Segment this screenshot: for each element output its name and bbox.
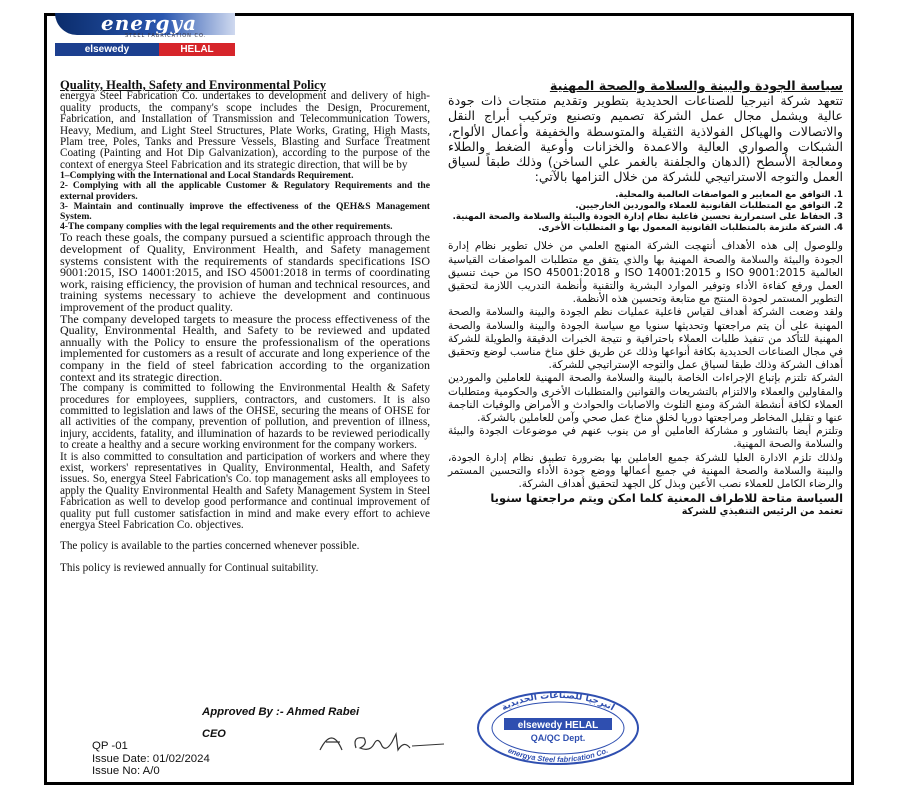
stamp-brand: elsewedy HELAL (517, 720, 599, 731)
logo-swoosh (55, 13, 235, 35)
arabic-intro: تتعهد شركة انيرجيا للصناعات الحديدية بتطوير وتقديم منتجات ذات جودة عالية ويشمل مجال عمل الشركة تصميم وتصنيع وتركيب أبراج النقل والاتصالات والهياكل الفولاذية الثقيلة والمتوسطة والخفيفة وأعمال الألواح، الشبكات والصواري العالية والاعمدة والخزانات وأوعية الضغط والطلاء ومعالجة الأسطح (الدهان والجلفنة بالغمر علي الساخن) وذلك طبقاً لسياق العمل والتوجه الاستراتيجي للشركة من خلال التزامها بالآتي: (448, 93, 843, 185)
arabic-availability: السياسة متاحة للاطراف المعنية كلما امكن ويتم مراجعتها سنويا (490, 491, 843, 506)
company-logo (55, 13, 235, 57)
arabic-commitment-2: 2. التوافق مع المتطلبات القانونية للعملاء والموردين الخارجيين. (575, 201, 843, 212)
arabic-commitment-4: 4. الشركة ملتزمة بالمتطلبات القانونية المعمول بها و المتطلبات الأخرى. (538, 223, 843, 234)
company-stamp (474, 688, 642, 766)
english-targets-paragraph: The company developed targets to measure the process effectiveness of the Quality, Environmental Health, and Safety to be reviewed and updated annually with the Policy to ensure the professionalism of the operations implemented for customers as a result of accurate and long experience of the company in the field of steel fabrication according to the organization context and its strategic direction. (60, 311, 430, 384)
english-column (60, 80, 430, 574)
issue-date: Issue Date: 01/02/2024 (92, 752, 210, 765)
stamp-dept: QA/QC Dept. (530, 733, 586, 743)
document-code: QP -01 (92, 740, 128, 752)
arabic-column (448, 80, 843, 518)
logo-subtitle: STEEL FABRICATION CO. (125, 33, 207, 39)
english-safety-paragraph: The company is committed to following the Environmental Health & Safety procedures for employees, suppliers, contractors, and customers. It is also committed to legislation and laws of the OHSE, securing the means of OHSE for all activities of the company, prevention of pollution, and prevention of illness, injury, accidents, fatality, and illumination of hazards to be reviewed periodically to create a healthy and a secure working environment for the company workers. (60, 382, 430, 452)
logo-brand-right: HELAL (159, 43, 235, 56)
arabic-title: سياسة الجودة والبينة والسلامة والصحة المهنية (549, 79, 843, 94)
logo-brand-left: elsewedy (55, 43, 159, 56)
arabic-ceo-adoption: تعتمد من الرئيس التنفيذي للشركة (681, 506, 843, 518)
logo-brand-bar (55, 43, 235, 56)
english-availability: The policy is available to the parties concerned whenever possible. (60, 540, 360, 553)
stamp-arc-bottom: energya Steel fabrication Co. (506, 745, 610, 765)
english-commitment-3: 3- Maintain and continually improve the effectiveness of the QEH&S Management System. (60, 200, 430, 223)
arabic-goals-paragraph: وللوصول إلى هذه الأهداف أنتهجت الشركة المنهج العلمي من خلال تطوير نظام إدارة الجودة والبيئة والسلامة والصحة المهنية بها والذي يتفق مع متطلبات المواصفات القياسية العالمية ISO 9001:2015 و ISO 14001:2015 و ISO 45001:2018 من حيث تنسيق العمل ورفع كفاءة الأداء وتوفير الموارد البشرية والتقنية وأنظمة التدريب اللازمة لتحقيق التطوير المستمر لجودة المنتج مع متابعة وتحسين هذه الأنظمة. (448, 240, 844, 306)
english-intro: energya Steel Fabrication Co. undertakes to development and delivery of high-quality products, the company's scope includes the Design, Procurement, Fabrication, and Installation of Transmission and Telecommunication Towers, Heavy, Medium, and Light Steel Structures, Plate Works, Grating, High Masts, Plam tree, Poles, Tanks and Pressure Vessels, Blasting and Surface Treatment Coating (Painting and Hot Dip Galvanization), according to the purpose of the context of energya Steel Fabrication and its strategic direction, that will be by (60, 90, 430, 171)
english-commitment-1: 1–Complying with the International and Local Standards Requirement. (60, 170, 354, 182)
document-info (92, 740, 210, 778)
logo-word: energya (101, 11, 198, 35)
issue-number: Issue No: A/0 (92, 765, 160, 778)
english-consult-paragraph: It is also committed to consultation and participation of workers and where they exist, workers' representatives in Quality, Environmental, Health, and Safety issues. So, energya Steel Fabrication's Co. top management asks all employees to apply the Quality Environmental Health and Safety Management System in Steel Fabrication as well to develop good performance and continual improvement of quality put full customer satisfaction in mind and make every effort to achieve energya Steel Fabrication Co. objectives. (60, 450, 430, 532)
arabic-consult-paragraph: وتلتزم أيضا بالتشاور و مشاركة العاملين أو من ينوب عنهم في موضوعات الجودة والبيئة والسلامة والصحة المهنية. (448, 425, 843, 451)
approver-role: CEO (202, 728, 226, 740)
arabic-safety-paragraph: الشركة تلتزم بإتباع الإجراءات الخاصة بالبينة والسلامة والصحة المهنية للعاملين والموردين والمقاولين والعملاء والالتزام بالتشريعات والقوانين والمتطلبات الأخرى والحكومية ومتطلبات العملاء لكافة أنشطة الشركة ومنع التلوث والاصابات والحوادث و الأمراض والوفيات الناجمة عنها و تقليل المخاطر ومراجعتها دوريا لخلق مناخ عمل صحي وآمن للعاملين بالشركة. (448, 372, 843, 425)
english-commitment-4: 4-The company complies with the legal requirements and the other requirements. (60, 221, 393, 233)
ceo-signature (312, 722, 452, 762)
arabic-targets-paragraph: ولقد وضعت الشركة أهداف لقياس فاعلية عمليات نظم الجودة والبينة والسلامة والصحة المهنية على أن يتم مراجعتها وتحديثها سنويا مع سياسة الجودة والبينة والسلامة والصحة المهنية للتأكد من تنفيذ طلبات العملاء باحترافية و نتيجة الخبرات الدقيقة والطويلة للشركة في مجال الصناعات الحديدية بكافة أنواعها وذلك عن طريق خلق مناخ مناسب لوضع وتحقيق أهداف الشركة وذلك طبقا لسياق عمل والتوجه الإستراتيجي للشركة. (448, 306, 843, 372)
arabic-commitment-1: 1. التوافق مع المعايير و المواصفات العالمية والمحلية. (615, 190, 843, 201)
arabic-commitment-3: 3. الحفاظ على استمرارية تحسين فاعلية نظام إدارة الجودة والبيئة والسلامة والصحة المهنية. (452, 212, 843, 223)
signature-text: A·Saeh (330, 735, 373, 749)
english-commitment-2: 2- Complying with all the applicable Customer & Regulatory Requirements and the external providers. (60, 180, 430, 202)
arabic-management-paragraph: ولذلك تلزم الادارة العليا للشركة جميع العاملين بها بضرورة تطبيق نظام إدارة الجودة، والبينة والسلامة والصحة المهنية في جميع أعمالها ووضع جودة الأداء والتحسين المستمر والرضاء الكامل للعملاء نصب الأعين وبذل كل الجهد لتحقيق أهداف الشركة. (448, 451, 843, 491)
english-goals-paragraph: To reach these goals, the company pursued a scientific approach through the development of Quality, Environment Health, and Safety management systems consistent with the requirements of standards specifications ISO 9001:2015, ISO 14001:2015, and ISO 45001:2018 in terms of coordinating work, raising efficiency, the provision of human and technical resources, and training systems necessary to achieve the development and continuous improvement of the product quality. (60, 230, 430, 315)
approved-by: Approved By :- Ahmed Rabei (202, 706, 360, 718)
stamp-arc-top: انيرجيا للصناعات الحديدية (500, 690, 617, 714)
english-review-note: This policy is reviewed annually for Continual suitability. (60, 561, 319, 574)
english-title: Quality, Health, Safety and Environmental Policy (60, 78, 326, 92)
